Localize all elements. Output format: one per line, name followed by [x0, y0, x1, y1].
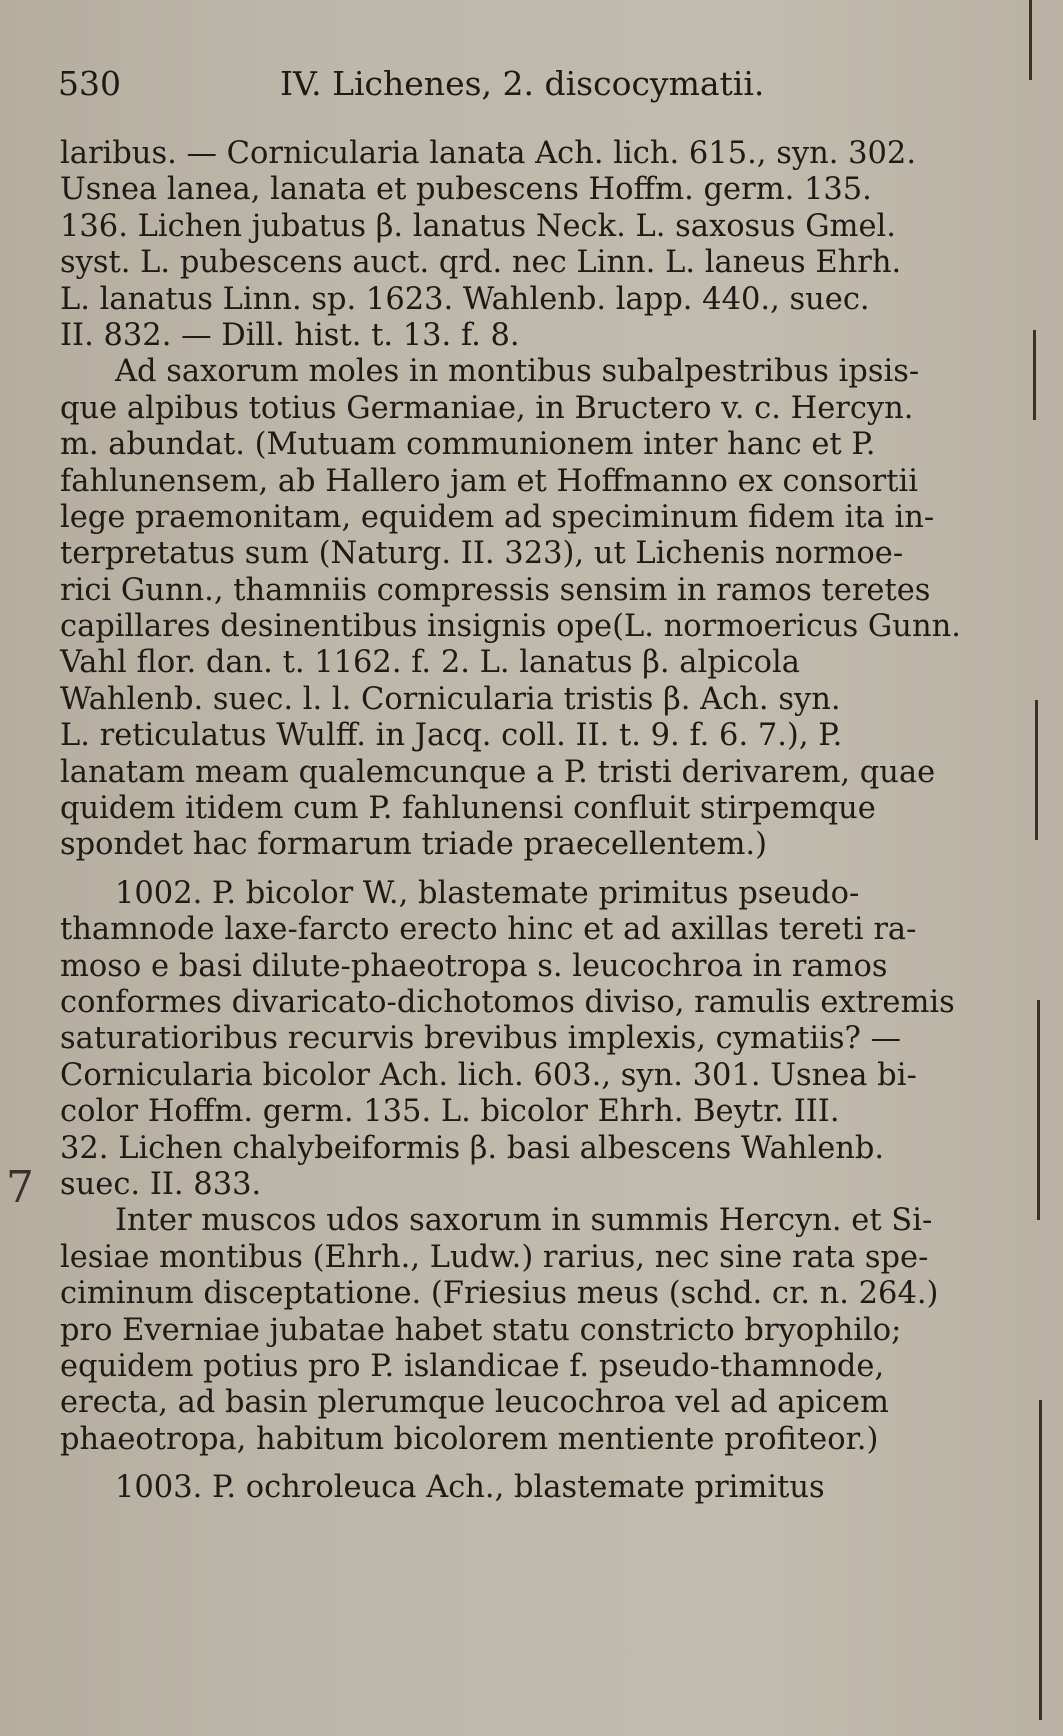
text-line: lesiae montibus (Ehrh., Ludw.) rarius, nec sine rata spe-	[60, 1239, 929, 1275]
text-line: terpretatus sum (Naturg. II. 323), ut Lichenis normoe-	[60, 536, 904, 572]
text-line: thamnode laxe-farcto erecto hinc et ad axillas tereti ra-	[60, 912, 917, 948]
text-line: syst. L. pubescens auct. qrd. nec Linn. L. laneus Ehrh.	[60, 245, 902, 281]
text-line: Inter muscos udos saxorum in summis Hercyn. et Si-	[115, 1203, 933, 1239]
text-line: phaeotropa, habitum bicolorem mentiente profiteor.)	[60, 1421, 879, 1457]
text-line: que alpibus totius Germaniae, in Bructero v. c. Hercyn.	[60, 390, 914, 426]
text-line: conformes divaricato-dichotomos diviso, ramulis extremis	[60, 984, 955, 1020]
text-line: saturatioribus recurvis brevibus implexis, cymatiis? —	[60, 1021, 902, 1057]
text-line: capillares desinentibus insignis ope(L. normoericus Gunn.	[60, 609, 961, 645]
page-edge-marks	[1025, 0, 1055, 1736]
text-line: lege praemonitam, equidem ad speciminum fidem ita in-	[60, 499, 935, 535]
text-line: m. abundat. (Mutuam communionem inter hanc et P.	[60, 427, 876, 463]
margin-mark: 7	[6, 1162, 34, 1213]
text-line: erecta, ad basin plerumque leucochroa vel ad apicem	[60, 1385, 889, 1421]
text-line: quidem itidem cum P. fahlunensi confluit stirpemque	[60, 791, 876, 827]
text-line: 136. Lichen jubatus β. lanatus Neck. L. saxosus Gmel.	[60, 208, 896, 244]
entry-heading-1003: 1003. P. ochroleuca Ach., blastemate primitus	[115, 1470, 825, 1506]
text-line: Ad saxorum moles in montibus subalpestribus ipsis-	[115, 354, 920, 390]
entry-heading-1002: 1002. P. bicolor W., blastemate primitus pseudo-	[115, 875, 860, 911]
text-line: Vahl flor. dan. t. 1162. f. 2. L. lanatus β. alpicola	[60, 645, 800, 681]
text-line: rici Gunn., thamniis compressis sensim in ramos teretes	[60, 572, 931, 608]
text-line: spondet hac formarum triade praecellentem.)	[60, 827, 768, 863]
running-head: IV. Lichenes, 2. discocymatii.	[280, 64, 765, 103]
text-line: color Hoffm. germ. 135. L. bicolor Ehrh. Beytr. III.	[60, 1094, 840, 1130]
text-line: laribus. — Cornicularia lanata Ach. lich. 615., syn. 302.	[60, 136, 917, 171]
text-line: Wahlenb. suec. l. l. Cornicularia tristis β. Ach. syn.	[60, 681, 841, 717]
text-line: Cornicularia bicolor Ach. lich. 603., syn. 301. Usnea bi-	[60, 1057, 917, 1093]
text-line: pro Everniae jubatae habet statu constricto bryophilo;	[60, 1312, 902, 1348]
text-line: L. reticulatus Wulff. in Jacq. coll. II. t. 9. f. 6. 7.), P.	[60, 718, 843, 754]
body-text	[60, 136, 980, 1506]
text-line: moso e basi dilute-phaeotropa s. leucochroa in ramos	[60, 948, 888, 984]
text-line: suec. II. 833.	[60, 1166, 262, 1202]
text-line: Usnea lanea, lanata et pubescens Hoffm. germ. 135.	[60, 172, 872, 208]
page-header	[58, 62, 958, 106]
text-line: L. lanatus Linn. sp. 1623. Wahlenb. lapp. 440., suec.	[60, 281, 870, 317]
text-line: ciminum disceptatione. (Friesius meus (schd. cr. n. 264.)	[60, 1276, 939, 1312]
text-line: equidem potius pro P. islandicae f. pseudo-thamnode,	[60, 1348, 885, 1384]
text-line: lanatam meam qualemcunque a P. tristi derivarem, quae	[60, 754, 936, 790]
text-line: II. 832. — Dill. hist. t. 13. f. 8.	[60, 317, 520, 353]
text-line: 32. Lichen chalybeiformis β. basi albescens Wahlenb.	[60, 1130, 885, 1166]
page-number: 530	[58, 64, 121, 103]
text-line: fahlunensem, ab Hallero jam et Hoffmanno ex consortii	[60, 463, 918, 499]
